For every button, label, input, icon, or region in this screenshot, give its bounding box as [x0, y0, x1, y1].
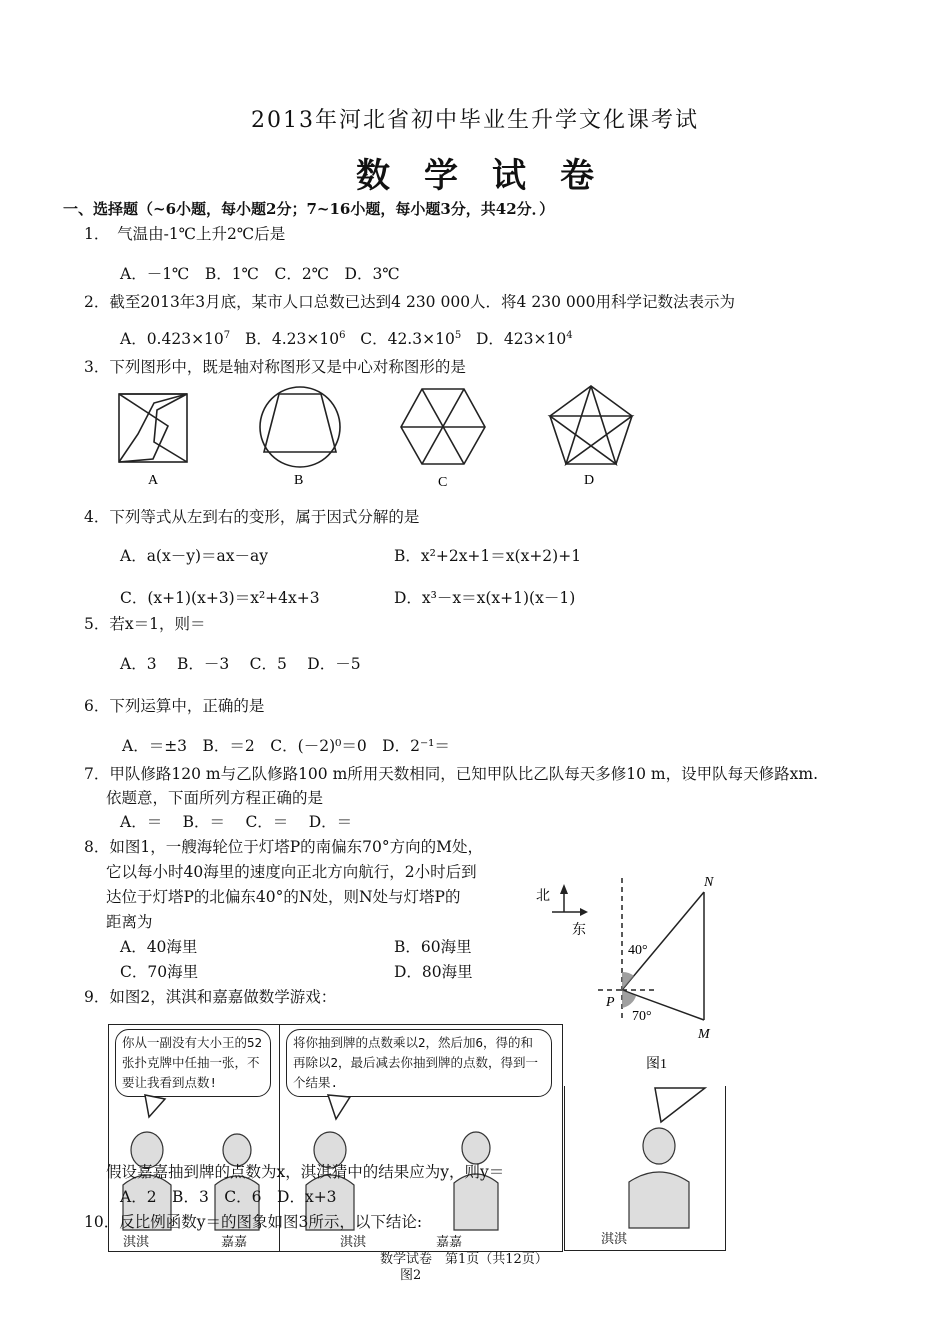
- q3-stem: 3．下列图形中，既是轴对称图形又是中心对称图形的是: [84, 358, 466, 376]
- q4-option-a: A．a(x－y)＝ax－ay: [120, 547, 269, 565]
- q7-line2: 依题意，下面所列方程正确的是: [106, 789, 324, 807]
- q4-option-b: B．x²+2x+1＝x(x+2)+1: [394, 547, 582, 565]
- q2-options: [120, 327, 573, 349]
- figure-d: [550, 386, 632, 464]
- figure-2-caption: 图2: [400, 1268, 422, 1283]
- figure-b-label: B: [294, 473, 304, 488]
- label-n: N: [704, 875, 714, 890]
- q6-stem: 6．下列运算中，正确的是: [84, 697, 265, 715]
- pn-line: [622, 892, 704, 990]
- figure-1-caption: 图1: [646, 1057, 667, 1072]
- q2-option-c: C．$42.3\times 10^5$: [360, 329, 462, 348]
- figure-c-label: C: [438, 475, 448, 490]
- q6-options: A．＝±3 B．＝2 C．(－2)⁰＝0 D．2⁻¹＝: [122, 737, 450, 755]
- q7-line1: 7．甲队修路120 m与乙队修路100 m所用天数相同，已知甲队比乙队每天多修10 m，设甲队每天修路xm.: [84, 765, 818, 783]
- page-footer: 数学试卷 第1页（共12页）: [380, 1252, 548, 1267]
- name-qiqi-2: 淇淇: [340, 1235, 367, 1250]
- q2-option-a: A．$0.423\times 10^7$: [120, 329, 231, 348]
- q1-stem: 1． 气温由-1℃上升2℃后是: [84, 225, 286, 243]
- bubble-2: 将你抽到牌的点数乘以2，然后加6，得的和再除以2，最后减去你抽到牌的点数，得到一个结果.: [286, 1029, 552, 1097]
- q8-option-c: C．70海里: [120, 963, 199, 981]
- q5-options: A．3 B．－3 C．5 D．－5: [120, 655, 361, 673]
- q9-options: A．2 B．3 C．6 D．x+3: [120, 1188, 337, 1206]
- name-jiajia-2: 嘉嘉: [436, 1235, 463, 1250]
- q8-option-b: B．60海里: [394, 938, 472, 956]
- girl-figure-3: [629, 1128, 689, 1228]
- q10-stem: 10．反比例函数y＝的图象如图3所示，以下结论:: [84, 1213, 423, 1231]
- q7-options: A．＝ B．＝ C．＝ D．＝: [120, 813, 353, 831]
- figure-d-label: D: [584, 473, 595, 488]
- q2-stem: 2．截至2013年3月底，某市人口总数已达到4 230 000人．将4 230 000用科学记数法表示为: [84, 293, 735, 311]
- q8-line4: 距离为: [106, 913, 153, 931]
- name-qiqi-1: 淇淇: [123, 1235, 150, 1250]
- q3-figures: [110, 382, 650, 490]
- q8-option-d: D．80海里: [394, 963, 473, 981]
- q2-option-b: B．$4.23\times 10^6$: [244, 329, 346, 348]
- q9-stem: 9．如图2，淇淇和嘉嘉做数学游戏：: [84, 988, 337, 1006]
- name-qiqi-3: 淇淇: [601, 1232, 628, 1247]
- angle-40: 40°: [628, 943, 648, 958]
- bubble-1: 你从一副没有大小王的52张扑克牌中任抽一张，不要让我看到点数!: [115, 1029, 271, 1097]
- section-heading: 一、选择题（~6小题，每小题2分；7~16小题，每小题3分，共42分．）: [63, 200, 555, 218]
- q4-option-c: C．(x+1)(x+3)＝x²+4x+3: [120, 589, 320, 607]
- figure-c: [401, 389, 485, 464]
- q5-stem: 5．若x＝1，则＝: [84, 615, 206, 633]
- q8-option-a: A．40海里: [120, 938, 198, 956]
- exam-title: 2013年河北省初中毕业生升学文化课考试: [251, 108, 699, 133]
- east-label: 东: [572, 923, 586, 938]
- q8-line3: 达位于灯塔P的北偏东40°的N处，则N处与灯塔P的: [106, 888, 461, 906]
- name-jiajia-1: 嘉嘉: [221, 1235, 248, 1250]
- figure-a: [119, 394, 187, 462]
- q1-options: A．－1℃ B．1℃ C．2℃ D．3℃: [120, 265, 400, 283]
- q2-option-d: D．$423\times 10^4$: [475, 329, 573, 348]
- label-p: P: [606, 995, 615, 1010]
- q9-suppose: 假设嘉嘉抽到牌的点数为x，淇淇猜中的结果应为y，则y＝: [106, 1163, 505, 1181]
- q8-line2: 它以每小时40海里的速度向正北方向航行，2小时后到: [106, 863, 477, 881]
- exam-subtitle: 数学试卷: [356, 156, 628, 196]
- q8-line1: 8．如图1，一艘海轮位于灯塔P的南偏东70°方向的M处，: [84, 838, 483, 856]
- comic-panel-3: [564, 1086, 726, 1251]
- figure-b: [260, 387, 340, 467]
- angle-70: 70°: [632, 1009, 652, 1024]
- q4-stem: 4．下列等式从左到右的变形，属于因式分解的是: [84, 508, 420, 526]
- north-label: 北: [536, 889, 550, 904]
- label-m: M: [698, 1027, 710, 1042]
- figure-a-label: A: [148, 473, 159, 488]
- q4-option-d: D．x³－x＝x(x+1)(x－1): [394, 589, 576, 607]
